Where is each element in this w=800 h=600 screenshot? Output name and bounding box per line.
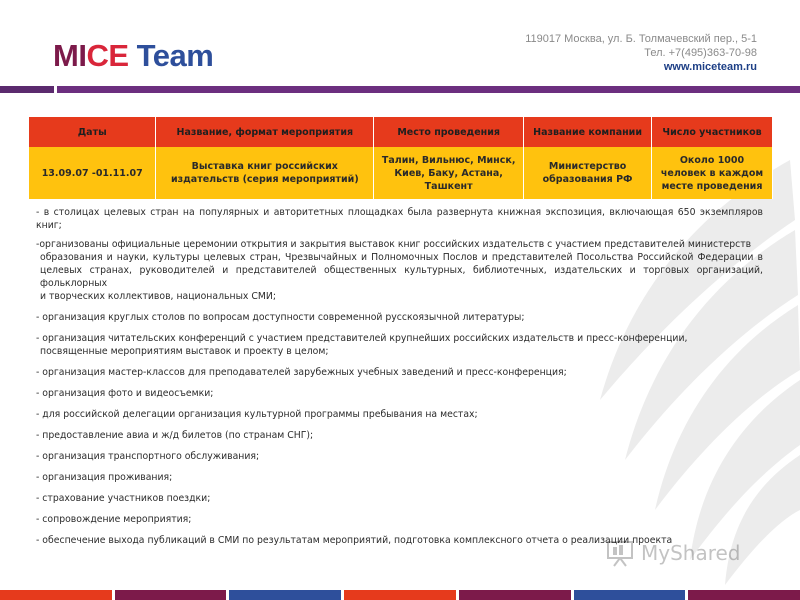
website-link[interactable]: www.miceteam.ru (663, 61, 757, 73)
table-header-row (29, 117, 773, 147)
list-item: - сопровождение мероприятия; (36, 514, 192, 525)
table-row (29, 147, 773, 199)
cell-event-name: Выставка книг российских издательств (серия мероприятий) (156, 147, 374, 199)
list-item: - в столицах целевых стран на популярных и авторитетных площадках была развернута книжная экспозиция, включающая 650 экземпляров книг; (36, 207, 763, 231)
list-item: -организованы официальные церемонии открытия и закрытия выставок книг российских издательств с участием представителей министерств (36, 239, 752, 250)
list-item-continuation: образования и науки, культуры целевых стран, Чрезвычайных и Полномочных Послов и представителей Посольства Российской Федерации в целевых странах, руководителей и представителей общественных культурных, библиотечных, издательских и торговых организаций, фольклорных (40, 252, 763, 289)
bottom-color-bar (0, 590, 800, 600)
header-location: Место проведения (374, 117, 524, 147)
bottom-bar-segment (115, 590, 227, 600)
list-item-continuation: и творческих коллективов, национальных СМИ; (40, 291, 276, 302)
list-item: - организация фото и видеосъемки; (36, 388, 214, 399)
list-item: - организация круглых столов по вопросам доступности современной русскоязычной литературы; (36, 312, 525, 323)
logo-text-team: Team (128, 38, 214, 73)
list-item: - обеспечение выхода публикаций в СМИ по результатам мероприятий, подготовка комплексного отчета о реализации проекта (36, 535, 673, 546)
header-company: Название компании (524, 117, 652, 147)
logo-text-ce: CE (86, 38, 129, 73)
list-item-continuation: посвященные мероприятиям выставок и проекту в целом; (40, 346, 329, 357)
watermark-text: MyShared (641, 541, 741, 565)
bottom-bar-segment (0, 590, 112, 600)
address: 119017 Москва, ул. Б. Толмачевский пер., 5-1 (525, 33, 757, 45)
top-divider-bar (0, 86, 800, 93)
event-table (29, 117, 773, 199)
contact-block (525, 32, 757, 74)
list-item: - организация проживания; (36, 472, 173, 483)
list-item: - организация мастер-классов для преподавателей зарубежных учебных заведений и пресс-конференция; (36, 367, 567, 378)
phone: Тел. +7(495)363-70-98 (644, 47, 757, 59)
bottom-bar-segment (344, 590, 456, 600)
bottom-bar-segment (688, 590, 800, 600)
project-description (36, 206, 763, 555)
header-participants: Число участников (652, 117, 773, 147)
logo-text-mi: MI (53, 38, 87, 73)
cell-location: Талин, Вильнюс, Минск, Киев, Баку, Астана, Ташкент (374, 147, 524, 199)
list-item: - предоставление авиа и ж/д билетов (по странам СНГ); (36, 430, 314, 441)
miceteam-logo (53, 38, 213, 74)
bottom-bar-segment (574, 590, 686, 600)
list-item: - организация читательских конференций с участием представителей крупнейших российских издательств и пресс-конференции, (36, 333, 688, 344)
bottom-bar-segment (459, 590, 571, 600)
cell-company: Министерство образования РФ (524, 147, 652, 199)
cell-participants: Около 1000 человек в каждом месте проведения (652, 147, 773, 199)
header-event-name: Название, формат мероприятия (156, 117, 374, 147)
bottom-bar-segment (229, 590, 341, 600)
list-item: - страхование участников поездки; (36, 493, 211, 504)
header-dates: Даты (29, 117, 156, 147)
list-item: - для российской делегации организация культурной программы пребывания на местах; (36, 409, 478, 420)
list-item: - организация транспортного обслуживания; (36, 451, 260, 462)
cell-dates: 13.09.07 -01.11.07 (29, 147, 156, 199)
